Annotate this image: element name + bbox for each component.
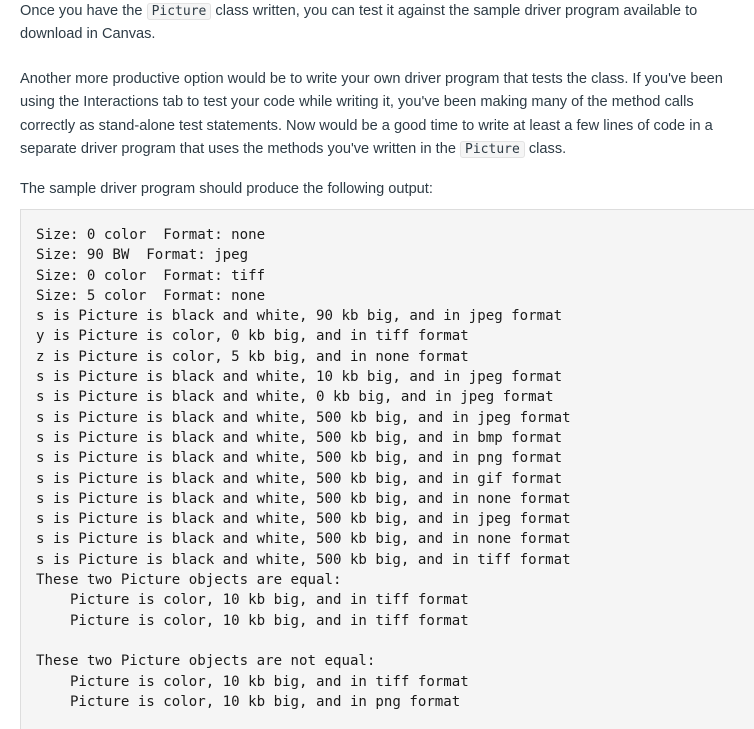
assignment-instructions: [20, 0, 745, 202]
output-line: s is Picture is black and white, 500 kb big, and in none format: [36, 490, 571, 507]
output-line: s is Picture is black and white, 90 kb big, and in jpeg format: [36, 308, 563, 325]
output-line: s is Picture is black and white, 500 kb big, and in none format: [36, 531, 571, 548]
output-line: s is Picture is black and white, 500 kb big, and in tiff format: [36, 551, 571, 568]
output-line: These two Picture objects are equal:: [36, 572, 342, 589]
inline-code-picture-2: Picture: [460, 141, 525, 158]
output-line: s is Picture is black and white, 10 kb big, and in jpeg format: [36, 369, 563, 386]
paragraph-intro-text-end: class written, you can test it against the sample driver program available to download in Canvas.: [20, 3, 698, 43]
output-line: Size: 0 color Format: tiff: [36, 267, 266, 284]
output-line: s is Picture is black and white, 500 kb big, and in jpeg format: [36, 511, 571, 528]
sample-output-pre: [36, 225, 754, 712]
output-line: Size: 0 color Format: none: [36, 227, 266, 243]
output-line: Size: 90 BW Format: jpeg: [36, 247, 249, 264]
output-line: s is Picture is black and white, 500 kb big, and in jpeg format: [36, 409, 571, 426]
output-line: Picture is color, 10 kb big, and in png format: [36, 693, 461, 710]
output-line: s is Picture is black and white, 500 kb big, and in png format: [36, 450, 563, 467]
output-line: These two Picture objects are not equal:: [36, 653, 376, 670]
output-line: s is Picture is black and white, 500 kb big, and in bmp format: [36, 429, 563, 446]
inline-code-picture: Picture: [147, 3, 212, 20]
output-line: Picture is color, 10 kb big, and in tiff format: [36, 673, 469, 690]
output-line: [36, 631, 754, 651]
output-line: Size: 5 color Format: none: [36, 287, 266, 304]
output-line: z is Picture is color, 5 kb big, and in none format: [36, 348, 469, 365]
paragraph-driver-text-start: Another more productive option would be to write your own driver program that tests the class. If you've been using the Interactions tab to test your code while writing it, you've been making many of the method calls correctly as stand-alone test statements. Now would be a good time to write at least a few lines of code in a separate driver program that uses the methods you've written in the: [20, 70, 723, 158]
paragraph-sample-output: The sample driver program should produce the following output:: [20, 181, 433, 198]
paragraph-driver-text-end: class.: [524, 141, 567, 158]
paragraph-driver-option: [20, 68, 745, 162]
output-line: y is Picture is color, 0 kb big, and in tiff format: [36, 328, 469, 345]
sample-output-code-block: [20, 209, 754, 729]
output-line: s is Picture is black and white, 500 kb big, and in gif format: [36, 470, 563, 487]
output-line: Picture is color, 10 kb big, and in tiff format: [36, 612, 469, 629]
paragraph-intro-text-start: Once you have the: [20, 3, 147, 19]
paragraph-intro: [20, 0, 745, 47]
output-line: Picture is color, 10 kb big, and in tiff format: [36, 592, 469, 609]
output-line: s is Picture is black and white, 0 kb big, and in jpeg format: [36, 389, 554, 406]
